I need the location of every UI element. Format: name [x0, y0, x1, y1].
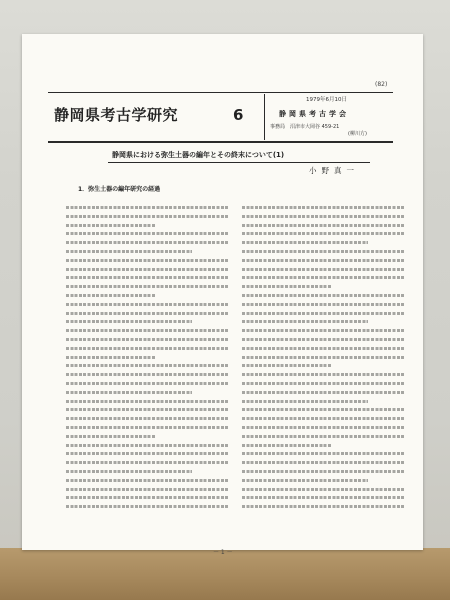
issue-number: 6 [233, 106, 244, 124]
text-line [242, 488, 404, 491]
text-line [66, 373, 228, 376]
text-line [242, 329, 404, 332]
journal-title: 静岡県考古学研究 [54, 106, 179, 124]
text-line [66, 461, 228, 464]
text-line [66, 294, 155, 297]
publication-date: 1979年6月10日 [306, 97, 347, 103]
header-divider [264, 94, 265, 140]
text-line [66, 206, 228, 209]
text-line [242, 320, 368, 323]
text-line [242, 417, 404, 420]
text-line [242, 505, 404, 508]
office-address: 事務局 沼津市大岡谷 459-21 [270, 124, 340, 130]
text-line [66, 215, 228, 218]
text-line [66, 364, 228, 367]
text-line [242, 400, 368, 403]
text-line [66, 408, 228, 411]
body-column-left [66, 194, 228, 514]
text-line [66, 276, 228, 279]
text-line [242, 461, 404, 464]
text-line [242, 303, 404, 306]
text-line [242, 250, 404, 253]
text-line [66, 470, 192, 473]
text-line [66, 426, 228, 429]
text-line [66, 417, 228, 420]
text-line [242, 435, 404, 438]
text-line [242, 215, 404, 218]
body-column-right [242, 194, 404, 514]
text-line [242, 224, 404, 227]
text-line [242, 276, 404, 279]
text-line [66, 312, 228, 315]
text-line [242, 364, 331, 367]
text-line [66, 329, 228, 332]
text-line [242, 241, 368, 244]
text-line [66, 250, 192, 253]
text-line [242, 470, 404, 473]
text-line [242, 268, 404, 271]
text-line [66, 479, 228, 482]
text-line [242, 259, 404, 262]
text-line [66, 444, 228, 447]
text-line [66, 320, 192, 323]
text-line [66, 285, 228, 288]
text-line [242, 312, 404, 315]
society-name: 静岡県考古学会 [279, 110, 349, 118]
header-top-rule [48, 92, 393, 93]
text-line [242, 382, 404, 385]
text-line [242, 391, 404, 394]
text-line [66, 496, 228, 499]
text-line [66, 241, 228, 244]
text-line [242, 206, 404, 209]
text-line [242, 373, 404, 376]
text-line [66, 338, 228, 341]
author-name: 小野真一 [309, 166, 359, 175]
text-line [66, 505, 228, 508]
text-line [242, 338, 404, 341]
text-line [242, 232, 404, 235]
text-line [66, 452, 228, 455]
text-line [66, 303, 228, 306]
text-line [66, 435, 155, 438]
text-line [66, 488, 228, 491]
page-number: (82) [375, 81, 388, 88]
text-line [242, 452, 404, 455]
text-line [242, 444, 331, 447]
text-line [242, 479, 368, 482]
text-line [66, 259, 228, 262]
text-line [242, 496, 404, 499]
text-line [66, 232, 228, 235]
text-line [66, 400, 228, 403]
text-line [242, 426, 404, 429]
text-line [242, 294, 404, 297]
page-footer-number: － 1 － [213, 549, 233, 556]
text-line [66, 347, 228, 350]
text-line [66, 268, 228, 271]
text-line [242, 347, 404, 350]
document-page [22, 34, 423, 556]
text-line [66, 224, 155, 227]
office-care-of: (柳川方) [348, 131, 367, 137]
title-underline [108, 162, 370, 163]
section-heading: 1．弥生土器の編年研究の経過 [78, 186, 161, 193]
text-line [66, 382, 228, 385]
text-line [66, 356, 155, 359]
header-bottom-rule [48, 141, 393, 143]
text-line [242, 408, 404, 411]
article-title: 静岡県における弥生土器の編年とその終末について(1) [112, 151, 285, 159]
text-line [66, 391, 192, 394]
text-line [242, 356, 404, 359]
text-line [242, 285, 331, 288]
